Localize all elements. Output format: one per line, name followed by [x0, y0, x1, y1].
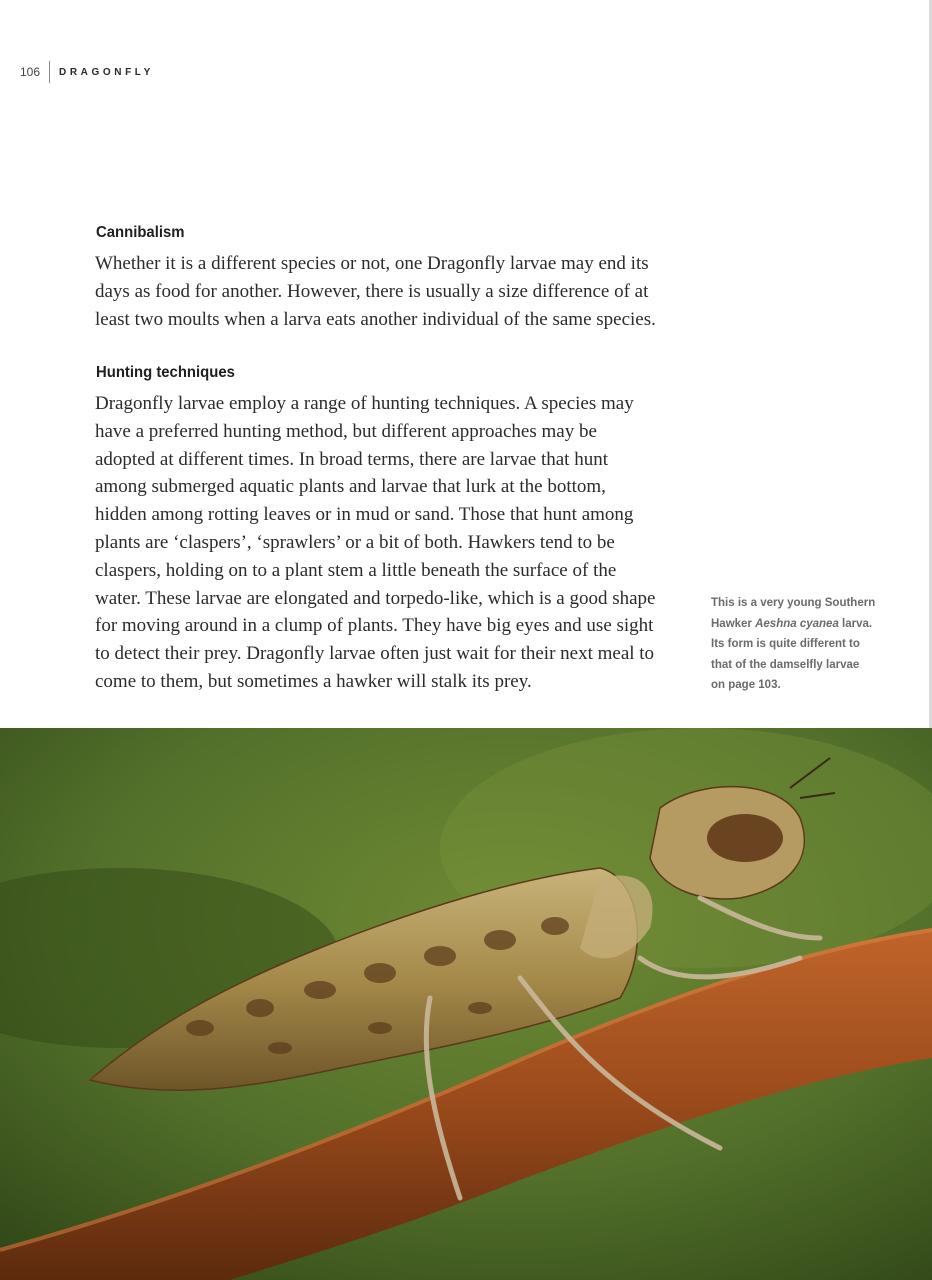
- larva-eye: [707, 814, 783, 862]
- page-number: 106: [20, 61, 50, 83]
- caption-line: This is a very young Southern: [711, 597, 876, 609]
- heading-cannibalism: Cannibalism: [96, 224, 185, 241]
- caption-line: Its form is quite different to: [711, 638, 860, 650]
- paragraph-cannibalism: [95, 250, 695, 333]
- caption-text: larva.: [838, 617, 873, 630]
- text-line: hidden among rotting leaves or in mud or sand. Those that hunt among: [95, 504, 634, 526]
- running-title: DRAGONFLY: [59, 66, 154, 78]
- text-line: come to them, but sometimes a hawker will stalk its prey.: [95, 670, 532, 692]
- larva-photo: [0, 728, 932, 1280]
- text-line: water. These larvae are elongated and torpedo-like, which is a good shape: [95, 587, 656, 609]
- caption-line: on page 103.: [711, 679, 781, 691]
- text-line: have a preferred hunting method, but different approaches may be: [95, 420, 597, 442]
- text-line: Dragonfly larvae employ a range of hunting techniques. A species may: [95, 393, 634, 414]
- larva-photo-illustration: [0, 728, 932, 1280]
- text-line: plants are ‘claspers’, ‘sprawlers’ or a bit of both. Hawkers tend to be: [95, 531, 615, 553]
- text-line: to detect their prey. Dragonfly larvae often just wait for their next meal to: [95, 643, 655, 665]
- text-line: adopted at different times. In broad terms, there are larvae that hunt: [95, 448, 608, 470]
- species-name: Aeshna cyanea: [755, 617, 839, 630]
- text-line: days as food for another. However, there is usually a size difference of at: [95, 280, 649, 302]
- heading-hunting-techniques: Hunting techniques: [96, 364, 235, 381]
- text-line: Whether it is a different species or not, one Dragonfly larvae may end its: [95, 253, 649, 274]
- text-line: claspers, holding on to a plant stem a little beneath the surface of the: [95, 559, 617, 581]
- text-line: among submerged aquatic plants and larvae that lurk at the bottom,: [95, 476, 606, 498]
- text-line: for moving around in a clump of plants. They have big eyes and use sight: [95, 615, 654, 637]
- caption-line: that of the damselfly larvae: [711, 658, 860, 671]
- photo-caption: [711, 593, 911, 696]
- caption-line: [711, 614, 911, 635]
- text-line: least two moults when a larva eats another individual of the same species.: [95, 308, 656, 330]
- running-header: [20, 61, 154, 83]
- caption-text: Hawker: [711, 617, 756, 630]
- paragraph-hunting-techniques: [95, 390, 695, 696]
